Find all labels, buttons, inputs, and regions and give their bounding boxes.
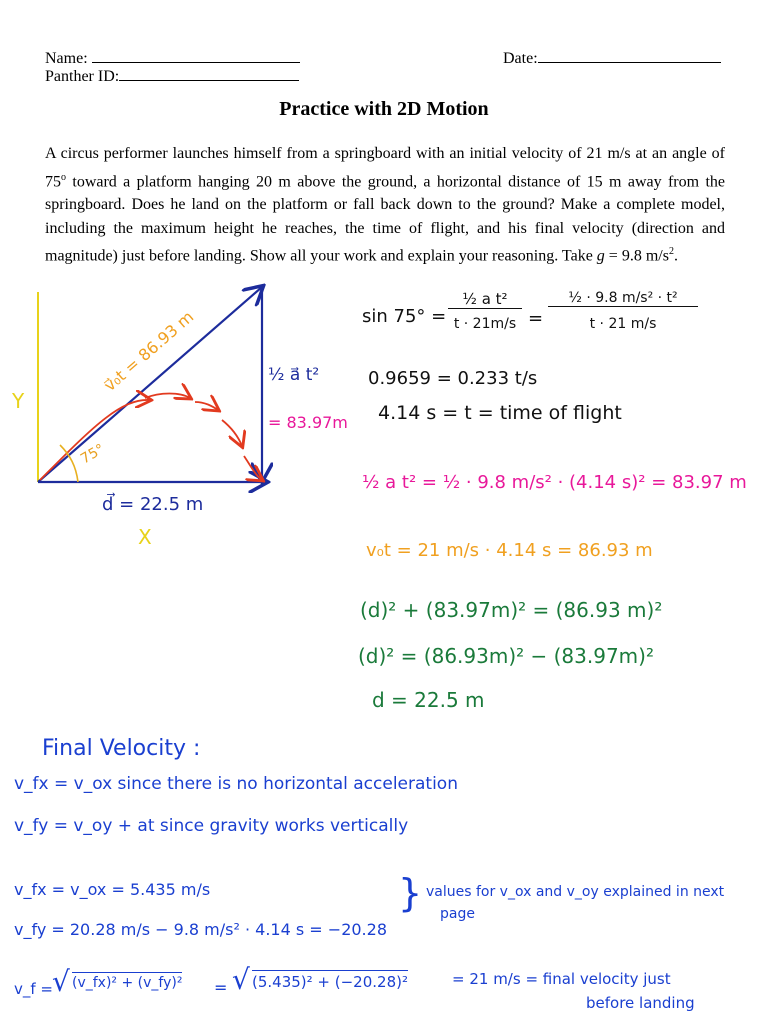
green-equation-1: (d)² + (83.97m)² = (86.93 m)² (360, 598, 663, 622)
green-equation-3: d = 22.5 m (372, 688, 485, 712)
name-row (45, 48, 300, 68)
final-line-3: v_fx = v_ox = 5.435 m/s (14, 880, 211, 899)
sin-eq-numerator-2: ½ · 9.8 m/s² · t² (548, 290, 698, 307)
y-axis-label: Y (12, 389, 25, 413)
vt-label: v⃗₀t = 86.93 m (100, 307, 198, 396)
sin-equation-lhs: sin 75° = (362, 306, 447, 327)
final-velocity-heading: Final Velocity : (42, 736, 201, 761)
page-title: Practice with 2D Motion (279, 98, 489, 120)
note-line-1: values for v_ox and v_oy explained in next (426, 884, 725, 900)
trajectory-arc-5 (244, 456, 262, 480)
exponent: 2 (668, 246, 674, 258)
trajectory-arc-3 (195, 402, 218, 410)
final-line-2: v_fy = v_oy + at since gravity works vertically (14, 816, 409, 836)
final-result: = 21 m/s = final velocity just (452, 970, 671, 988)
magenta-equation: ½ a t² = ½ · 9.8 m/s² · (4.14 s)² = 83.97 m (362, 472, 747, 493)
vf-equals: = (214, 978, 228, 997)
brace: } (398, 871, 423, 915)
final-result-cont: before landing (586, 994, 695, 1012)
sin-eq-denominator-1: t · 21m/s (453, 316, 517, 332)
vf-label: v_f = (14, 980, 53, 998)
problem-text-1: A circus performer launches himself from a springboard with an initial velocity of 21 m/s at an angle of 75 (45, 145, 725, 190)
name-field-line (92, 48, 300, 63)
work-line-2: 0.9659 = 0.233 t/s (368, 368, 538, 389)
problem-statement (45, 142, 725, 268)
trajectory-arc-4 (222, 420, 242, 446)
date-label: Date: (503, 50, 538, 67)
trajectory-arc-2 (145, 394, 190, 399)
panther-id-row (45, 66, 299, 86)
half-at-squared-label: ½ a⃗ t² (268, 365, 320, 385)
date-field-line (538, 48, 721, 63)
sqrt-symbol-2: √ (232, 963, 250, 996)
angle-label: 75° (78, 441, 108, 468)
panther-id-field-line (119, 66, 299, 81)
initial-velocity-vector (38, 287, 262, 482)
x-axis-label: X (138, 525, 152, 549)
note-line-2: page (440, 906, 475, 922)
sin-eq-numerator-1: ½ a t² (448, 290, 522, 309)
degree-mark: o (61, 171, 66, 183)
final-line-4: v_fy = 20.28 m/s − 9.8 m/s² · 4.14 s = −20.28 (14, 920, 387, 939)
g-value: = 9.8 m/s (604, 247, 669, 265)
height-value-label: = 83.97m (268, 413, 348, 432)
problem-text-2: toward a platform hanging 20 m above the ground, a horizontal distance of 15 m away from the springboard. Does he land on the platform or fall back down to the ground? Make a complete model, including the maximum height he reaches, the time of flight, and his final velocity (direction and magnitude) just before landing. Show all your work and explain your reasoning. Take (45, 172, 725, 265)
displacement-label: d⃗ = 22.5 m (102, 494, 204, 515)
date-row (503, 48, 721, 68)
panther-id-label: Panther ID: (45, 68, 120, 85)
final-line-1: v_fx = v_ox since there is no horizontal acceleration (14, 774, 458, 794)
sin-eq-denominator-2: t · 21 m/s (589, 316, 657, 332)
sqrt-content-2: (5.435)² + (−20.28)² (252, 970, 408, 991)
green-equation-2: (d)² = (86.93m)² − (83.97m)² (358, 644, 654, 668)
sqrt-symbol-1: √ (52, 965, 70, 998)
work-line-3: 4.14 s = t = time of flight (378, 402, 622, 424)
orange-equation: v₀t = 21 m/s · 4.14 s = 86.93 m (366, 540, 653, 561)
trajectory-arc-1 (40, 400, 150, 480)
g-variable: g (596, 247, 605, 265)
sin-eq-equals: = (528, 308, 544, 329)
sqrt-content-1: (v_fx)² + (v_fy)² (72, 972, 182, 991)
name-label: Name: (45, 50, 88, 67)
period: . (673, 247, 678, 265)
vector-diagram (0, 280, 360, 560)
